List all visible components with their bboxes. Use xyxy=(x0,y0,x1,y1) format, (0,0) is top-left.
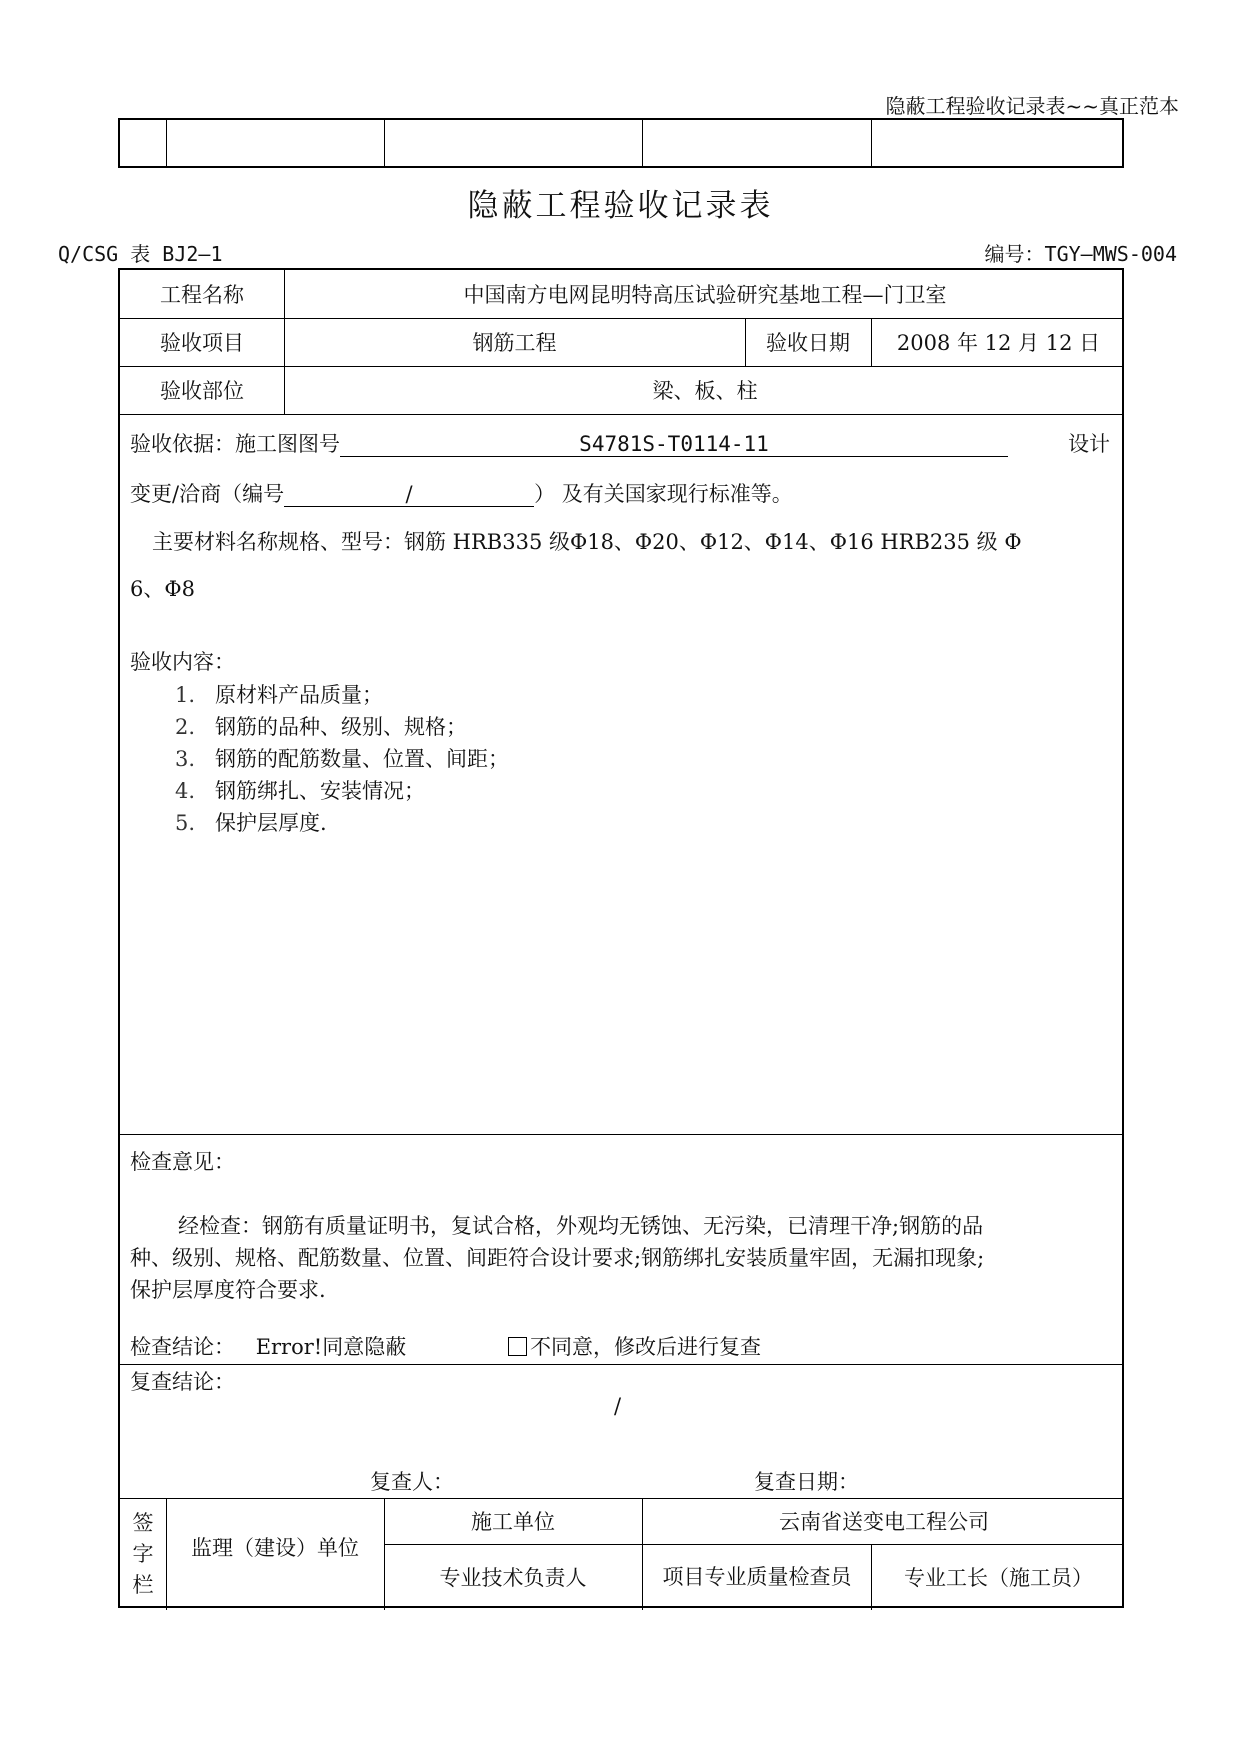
table-divider xyxy=(871,120,872,166)
signature-section-label: 签 字 栏 xyxy=(132,1510,154,1597)
change-number: / xyxy=(284,482,534,507)
materials-line-1: 主要材料名称规格、型号：钢筋 HRB335 级Φ18、Φ20、Φ12、Φ14、Φ16 HRB235 级 Φ xyxy=(152,530,1022,554)
list-item: 2. 钢筋的品种、级别、规格； xyxy=(175,715,467,739)
table-divider xyxy=(384,120,385,166)
conclusion-line xyxy=(130,1331,406,1361)
opinion-line-2: 种、级别、规格、配筋数量、位置、间距符合设计要求;钢筋绑扎安装质量牢固，无漏扣现象; xyxy=(130,1246,985,1270)
list-item: 1. 原材料产品质量； xyxy=(175,683,383,707)
list-item: 4. 钢筋绑扎、安装情况； xyxy=(175,779,425,803)
basis-suffix: 设计 xyxy=(1068,432,1110,456)
inspection-date-value: 2008 年 12 月 12 日 xyxy=(896,331,1101,355)
inspection-form xyxy=(118,268,1124,1608)
foreman-label: 专业工长（施工员） xyxy=(904,1566,1093,1590)
top-blank-table xyxy=(118,118,1124,168)
table-divider xyxy=(642,120,643,166)
inspection-date-label: 验收日期 xyxy=(766,331,850,355)
project-name-value: 中国南方电网昆明特高压试验研究基地工程—门卫室 xyxy=(463,283,947,307)
inspection-item-label: 验收项目 xyxy=(160,331,244,355)
serial-number: 编号：TGY—MWS-004 xyxy=(984,242,1177,266)
list-item: 5. 保护层厚度. xyxy=(175,811,327,835)
change-prefix: 变更/洽商（编号 xyxy=(130,482,285,506)
construction-unit-label: 施工单位 xyxy=(471,1510,555,1534)
inspection-location-label: 验收部位 xyxy=(160,379,244,403)
construction-unit-value: 云南省送变电工程公司 xyxy=(779,1510,989,1534)
drawing-number: S4781S-T0114-11 xyxy=(340,432,1008,457)
project-name-label: 工程名称 xyxy=(160,283,244,307)
row-divider xyxy=(120,1134,1122,1135)
disagree-label: 不同意，修改后进行复查 xyxy=(530,1335,761,1359)
basis-line-2 xyxy=(130,478,793,508)
inspection-item-value: 钢筋工程 xyxy=(472,331,557,355)
row-divider xyxy=(120,1364,1122,1365)
row-divider xyxy=(120,414,1122,415)
supervisor-unit: 监理（建设）单位 xyxy=(191,1536,359,1560)
opinion-line-1: 经检查：钢筋有质量证明书，复试合格，外观均无锈蚀、无污染，已清理干净;钢筋的品 xyxy=(178,1214,984,1238)
tech-lead-label: 专业技术负责人 xyxy=(439,1566,587,1590)
conclusion-value: Error!同意隐蔽 xyxy=(255,1335,407,1359)
quality-inspector-label: 项目专业质量检查员 xyxy=(662,1564,852,1589)
header-note: 隐蔽工程验收记录表~~真正范本 xyxy=(885,94,1179,118)
basis-line-1 xyxy=(130,428,1008,458)
list-item: 3. 钢筋的配筋数量、位置、间距； xyxy=(175,747,509,771)
basis-prefix: 验收依据：施工图图号 xyxy=(130,432,340,456)
recheck-value: / xyxy=(614,1394,622,1418)
recheck-label: 复查结论： xyxy=(130,1370,235,1394)
recheck-person-label: 复查人： xyxy=(370,1470,454,1494)
conclusion-label: 检查结论： xyxy=(130,1335,235,1359)
page-title: 隐蔽工程验收记录表 xyxy=(467,188,774,224)
opinion-line-3: 保护层厚度符合要求. xyxy=(130,1278,326,1302)
inspection-location-value: 梁、板、柱 xyxy=(652,379,758,403)
recheck-date-label: 复查日期： xyxy=(754,1470,859,1494)
content-label: 验收内容： xyxy=(130,650,235,674)
form-code: Q/CSG 表 BJ2—1 xyxy=(58,242,223,266)
opinion-label: 检查意见： xyxy=(130,1150,235,1174)
materials-line-2: 6、Φ8 xyxy=(130,577,195,601)
change-suffix: ） 及有关国家现行标准等。 xyxy=(534,482,793,506)
disagree-checkbox[interactable] xyxy=(508,1337,527,1356)
table-divider xyxy=(166,120,167,166)
disagree-option xyxy=(508,1331,761,1361)
